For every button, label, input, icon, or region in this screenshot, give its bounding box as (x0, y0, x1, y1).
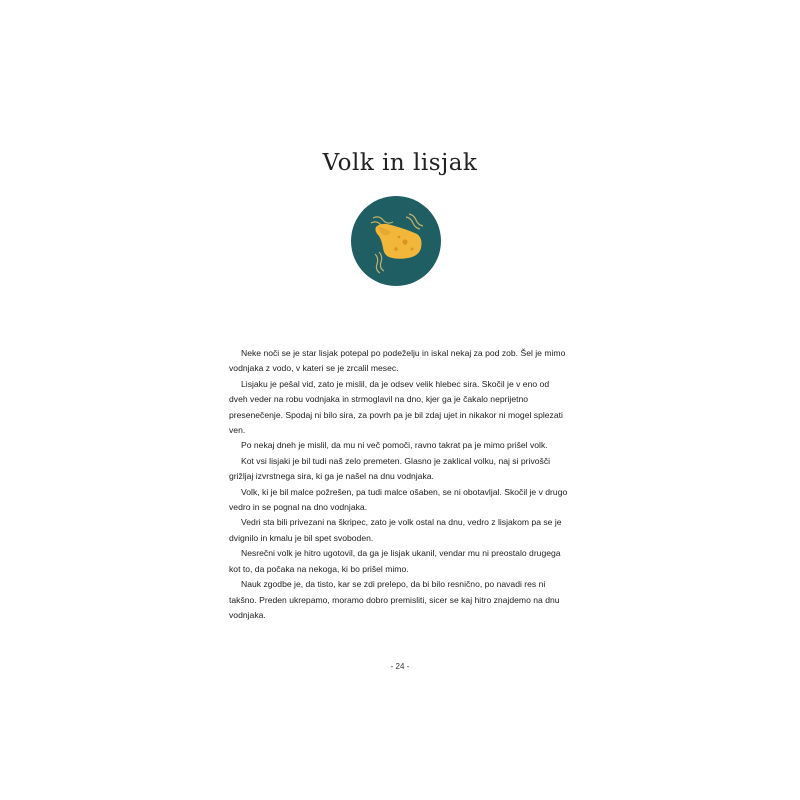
story-paragraph: Lisjaku je pešal vid, zato je mislil, da je odsev velik hlebec sira. Skočil je v eno od dveh veder na robu vodnjaka in strmoglavil na dno, kjer ga je čakalo neprijetno presenečenje. Spodaj ni bilo sira, za povrh pa je bil zdaj ujet in nikakor ni mogel splezati ven. (229, 378, 563, 436)
story-paragraph: Nauk zgodbe je, da tisto, kar se zdi prelepo, da bi bilo resnično, po navadi res ni takšno. Preden ukrepamo, moramo dobro premisliti, sicer se kaj hitro znajdemo na dnu vodnjaka. (229, 579, 560, 620)
story-paragraph: Kot vsi lisjaki je bil tudi naš zelo premeten. Glasno je zaklical volku, naj si privošči grižljaj izvrstnega sira, ki ga je našel na dnu vodnjaka. (229, 455, 551, 482)
emblem-cheese-icon (351, 196, 441, 286)
story-body (229, 346, 569, 623)
story-paragraph: Po nekaj dneh je mislil, da mu ni več pomoči, ravno takrat pa je mimo prišel volk. (241, 440, 548, 451)
page-number: - 24 - (390, 662, 410, 671)
story-paragraph: Volk, ki je bil malce požrešen, pa tudi malce ošaben, se ni obotavljal. Skočil je v drugo vedro in se pognal na dno vodnjaka. (229, 486, 568, 513)
cheese-icon (351, 196, 441, 286)
story-paragraph: Vedri sta bili privezani na škripec, zato je volk ostal na dnu, vedro z lisjakom pa se je dvignilo in kmalu je bil spet svoboden. (229, 517, 562, 543)
story-paragraph: Nesrečni volk je hitro ugotovil, da ga je lisjak ukanil, vendar mu ni preostalo drugega kot to, da počaka na nekoga, ki bo prišel mimo. (229, 548, 561, 574)
story-paragraph: Neke noči se je star lisjak potepal po podeželju in iskal nekaj za pod zob. Šel je mimo vodnjaka z vodo, v kateri se je zrcalil mesec. (229, 348, 566, 374)
story-title: Volk in lisjak (322, 150, 478, 176)
